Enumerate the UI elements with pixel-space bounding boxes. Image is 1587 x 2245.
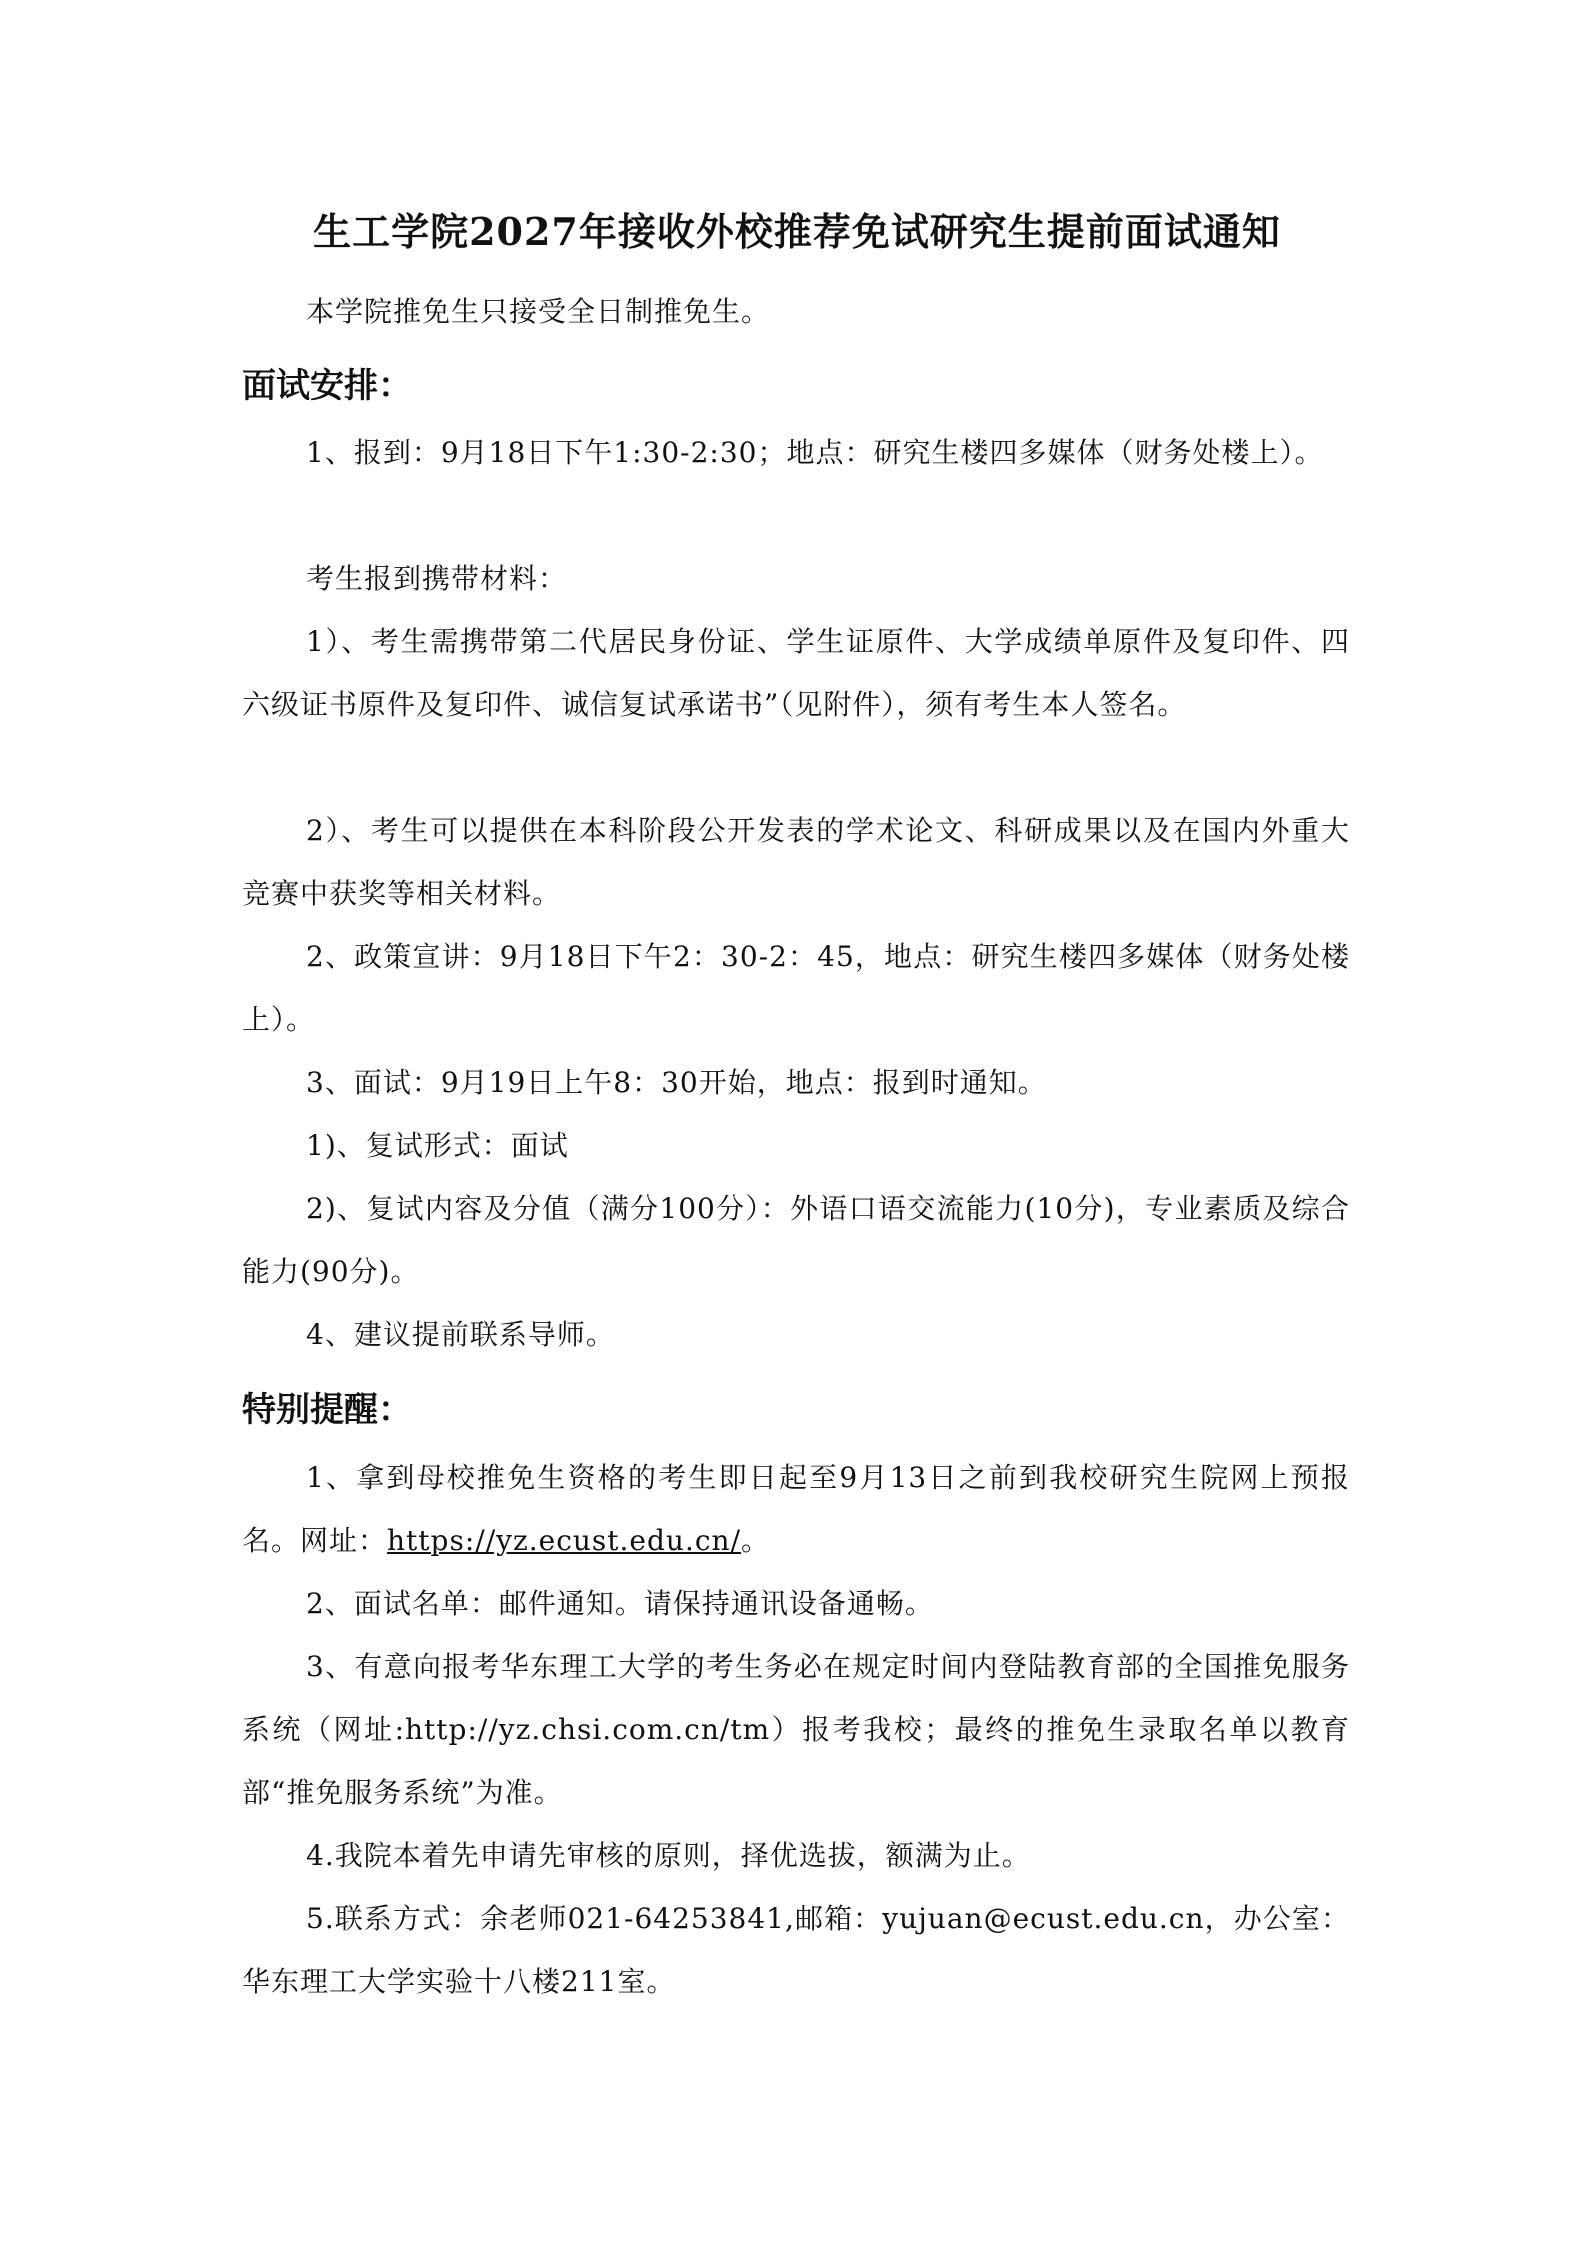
- preregistration-text: 1、拿到母校推免生资格的考生即日起至9月13日之前到我校研究生院网上预报名。网址：: [242, 1461, 1350, 1557]
- section-heading-reminder: 特别提醒：: [242, 1390, 412, 1430]
- paragraph-policy-briefing: 2、政策宣讲：9月18日下午2：30-2：45，地点：研究生楼四多媒体（财务处楼上）。: [242, 940, 1350, 1036]
- paragraph-checkin: 1、报到：9月18日下午1:30-2:30；地点：研究生楼四多媒体（财务处楼上）。: [306, 436, 1324, 469]
- paragraph-materials-optional: 2）、考生可以提供在本科阶段公开发表的学术论文、科研成果以及在国内外重大竞赛中获奖等相关材料。: [242, 814, 1350, 910]
- graduate-school-link[interactable]: https://yz.ecust.edu.cn/: [387, 1524, 741, 1557]
- paragraph-contact-info: 5.联系方式：余老师021-64253841,邮箱：yujuan@ecust.edu.cn，办公室：华东理工大学实验十八楼211室。: [242, 1902, 1350, 1998]
- paragraph-materials-required: 1）、考生需携带第二代居民身份证、学生证原件、大学成绩单原件及复印件、四六级证书原件及复印件、诚信复试承诺书”（见附件），须有考生本人签名。: [242, 625, 1350, 721]
- paragraph-interview-list: 2、面试名单：邮件通知。请保持通讯设备通畅。: [306, 1587, 934, 1620]
- page-title: 生工学院2027年接收外校推荐免试研究生提前面试通知: [313, 209, 1281, 254]
- paragraph-interview-content: 2)、复试内容及分值（满分100分）：外语口语交流能力(10分)，专业素质及综合能力(90分)。: [242, 1192, 1350, 1288]
- paragraph-selection-principle: 4.我院本着先申请先审核的原则，择优选拔，额满为止。: [306, 1839, 1031, 1872]
- preregistration-end: 。: [741, 1524, 771, 1557]
- paragraph-interview-time: 3、面试：9月19日上午8：30开始，地点：报到时通知。: [306, 1066, 1047, 1099]
- section-heading-interview: 面试安排：: [242, 366, 412, 406]
- paragraph-preregistration: [242, 1446, 1350, 1572]
- paragraph-national-system: 3、有意向报考华东理工大学的考生务必在规定时间内登陆教育部的全国推免服务系统（网址:http://yz.chsi.com.cn/tm）报考我校；最终的推免生录取名单以教育部“推免服务系统”为准。: [242, 1650, 1350, 1809]
- paragraph-materials-label: 考生报到携带材料：: [306, 562, 568, 595]
- paragraph-contact-advisor: 4、建议提前联系导师。: [306, 1318, 615, 1351]
- intro-text: 本学院推免生只接受全日制推免生。: [306, 295, 771, 328]
- paragraph-interview-form: 1)、复试形式：面试: [306, 1129, 569, 1162]
